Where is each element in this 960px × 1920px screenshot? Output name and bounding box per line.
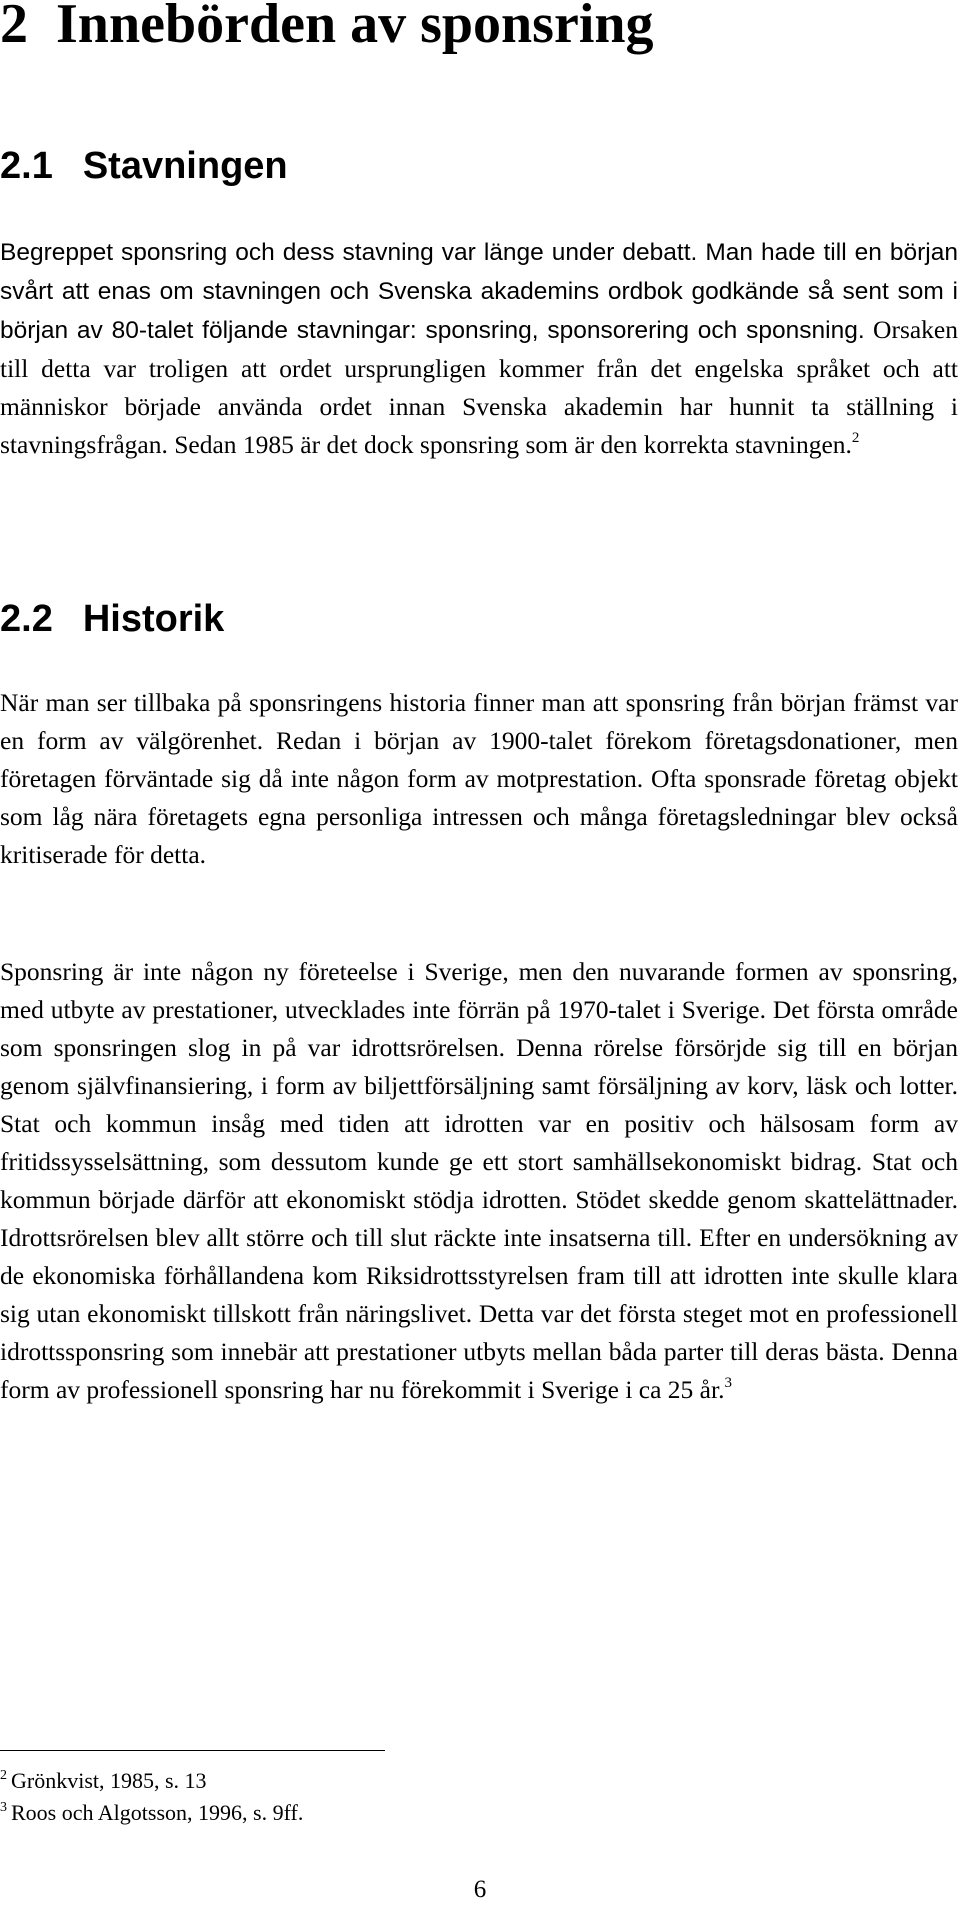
section-number: 2.1: [0, 145, 53, 187]
footnote-3: [0, 1798, 303, 1828]
paragraph-text: När man ser tillbaka på sponsringens historia finner man att sponsring från början främst var en form av välgörenhet. Redan i början av 1900-talet förekom företagsdonationer, men företagen förväntade sig då inte någon form av motprestation. Ofta sponsrade företag objekt som låg nära företagets egna personliga intressen och många företagsledningar blev också kritiserade för detta.: [0, 688, 958, 869]
section-number: 2.2: [0, 598, 53, 640]
section-title-text: Stavningen: [82, 145, 288, 187]
paragraph-text: Orsaken till detta var troligen att ordet ursprungligen kommer från det engelska språket och att människor började använda ordet innan Svenska akademin har hunnit ta ställning i stavningsfrågan. Sedan 1985 är det dock sponsring som är den korrekta stavningen.: [0, 315, 958, 459]
page-number: 6: [473, 1876, 487, 1903]
footnote-text: Roos och Algotsson, 1996, s. 9ff.: [11, 1800, 304, 1825]
footnote-number: 2: [0, 1768, 7, 1783]
footnote-2: [0, 1766, 207, 1796]
section-title-text: Historik: [82, 598, 225, 640]
footnote-text: Grönkvist, 1985, s. 13: [11, 1768, 207, 1793]
footnote-divider: [0, 1750, 385, 1751]
paragraph-stavningen: [0, 233, 958, 464]
footnote-reference: 2: [851, 430, 860, 446]
paragraph-text-sans: Begreppet sponsring och dess stavning var länge under debatt. Man hade till en början svårt att enas om stavningen och Svenska akademins ordbok godkände så sent som i början av 80-talet följande stavningar: sponsring, sponsorering och sponsning.: [0, 239, 958, 344]
chapter-title: [0, 0, 654, 56]
section-heading-historik: [0, 596, 224, 642]
paragraph-historik-1: [0, 684, 958, 874]
paragraph-text: Sponsring är inte någon ny företeelse i Sverige, men den nuvarande formen av sponsring, med utbyte av prestationer, utvecklades inte förrän på 1970-talet i Sverige. Det första område som sponsringen slog in på var idrottsrörelsen. Denna rörelse försörjde sig till en början genom självfinansiering, i form av biljettförsäljning samt försäljning av korv, läsk och lotter. Stat och kommun insåg med tiden att idrotten var en positiv och hälsosam form av fritidssysselsättning, som dessutom kunde ge ett stort samhällsekonomiskt bidrag. Stat och kommun började därför att ekonomiskt stödja idrotten. Stödet skedde genom skattelättnader. Idrottsrörelsen blev allt större och till slut räckte inte insatserna till. Efter en undersökning av de ekonomiska förhållandena kom Riksidrottsstyrelsen fram till att idrotten inte skulle klara sig utan ekonomiskt tillskott från näringslivet. Detta var det första steget mot en professionell idrottssponsring som innebär att prestationer utbyts mellan båda parter till deras bästa. Denna form av professionell sponsring har nu förekommit i Sverige i ca 25 år.: [0, 957, 958, 1404]
footnote-number: 3: [0, 1800, 7, 1815]
footnote-reference: 3: [724, 1375, 732, 1391]
chapter-number: 2: [0, 0, 28, 55]
paragraph-historik-2: [0, 953, 958, 1409]
section-heading-stavningen: [0, 143, 288, 189]
chapter-title-text: Innebörden av sponsring: [56, 0, 654, 55]
